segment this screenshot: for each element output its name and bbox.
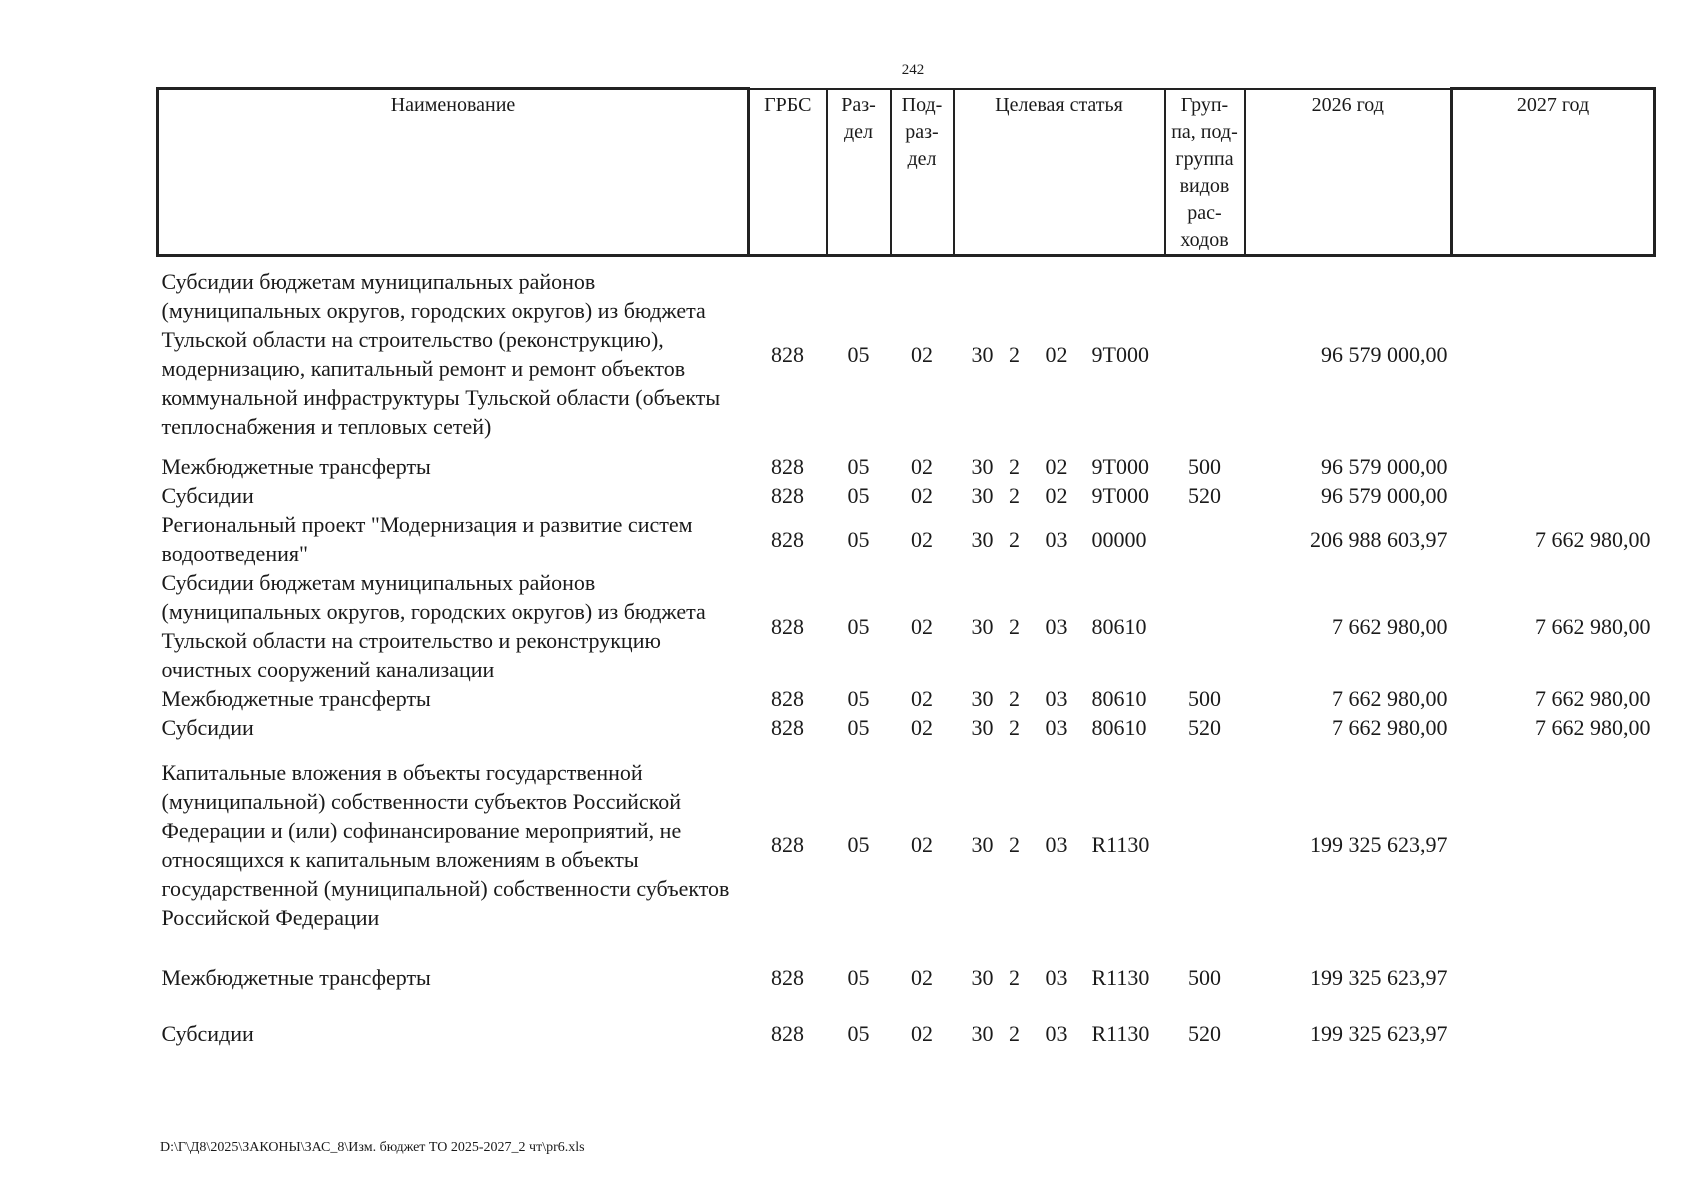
target-article-subprogram: 03 [1045, 613, 1068, 639]
target-article-subprogram: 03 [1045, 686, 1068, 711]
row-name: Субсидии бюджетам муниципальных районов (муниципальных округов, городских округов) из бюджета Тульской области на строительство (реконструкцию), модернизацию, капитальный ремонт и ремонт объектов коммунальной инфраструктуры Тульской области (объекты теплоснабжения и тепловых сетей) [161, 269, 721, 440]
target-article-code: 80610 [1091, 686, 1147, 711]
row-amount-2026: 7 662 980,00 [1332, 613, 1448, 639]
header-year-2026: 2026 год [1245, 89, 1452, 256]
row-name: Капитальные вложения в объекты государственной (муниципальной) собственности субъектов Российской Федерации и (или) софинансирование мероприятий, не относящихся к капитальным вложениям в объекты государственной (муниципальной) собственности субъектов Российской Федерации [161, 759, 730, 930]
target-article-code: R1130 [1091, 832, 1150, 857]
header-expense-group: Груп- па, под- группа видов рас- ходов [1165, 89, 1245, 256]
table-row [158, 684, 1655, 713]
table-header-row [158, 89, 1655, 256]
row-amount-2027: 7 662 980,00 [1535, 686, 1651, 711]
row-razdel: 05 [847, 483, 870, 508]
target-article-program: 30 [971, 715, 994, 740]
table-row [158, 452, 1655, 481]
target-article-program: 30 [971, 341, 994, 367]
row-target-article [954, 255, 1165, 452]
row-name: Субсидии [161, 483, 254, 508]
table-row [158, 713, 1655, 742]
row-target-article [954, 947, 1165, 1007]
row-amount-2027: 7 662 980,00 [1535, 526, 1651, 552]
row-grbs: 828 [771, 715, 804, 740]
row-podrazdel: 02 [911, 341, 933, 367]
header-podrazdel: Под- раз- дел [891, 89, 954, 256]
row-podrazdel: 02 [911, 832, 933, 857]
target-article-subprogram: 02 [1045, 341, 1068, 367]
target-article-program: 30 [971, 454, 994, 479]
row-amount-2026: 199 325 623,97 [1310, 1020, 1448, 1046]
row-razdel: 05 [847, 715, 870, 740]
row-expense-group [1165, 510, 1245, 568]
header-year-2027: 2027 год [1452, 89, 1655, 256]
budget-table [156, 87, 1656, 1059]
row-amount-2027 [1452, 1007, 1655, 1059]
row-expense-group [1165, 255, 1245, 452]
table-row [158, 568, 1655, 684]
table-row [158, 510, 1655, 568]
row-name: Межбюджетные трансферты [161, 964, 431, 990]
row-razdel: 05 [847, 686, 870, 711]
target-article-code: 00000 [1091, 526, 1147, 552]
header-grbs: ГРБС [749, 89, 827, 256]
row-expense-group: 520 [1188, 483, 1221, 508]
footer-file-path: D:\Г\Д8\2025\ЗАКОНЫ\ЗАС_8\Изм. бюджет ТО 2025-2027_2 чт\pr6.xls [160, 1140, 585, 1155]
target-article-subprogram: 03 [1045, 832, 1068, 857]
row-target-article [954, 1007, 1165, 1059]
row-name: Субсидии [161, 1020, 254, 1046]
row-razdel: 05 [847, 454, 870, 479]
target-article-code: 9Т000 [1091, 483, 1149, 508]
row-razdel: 05 [847, 1020, 870, 1046]
target-article-code: R1130 [1091, 1020, 1150, 1046]
row-amount-2027 [1452, 481, 1655, 510]
target-article-code: 80610 [1091, 613, 1147, 639]
row-expense-group: 500 [1188, 454, 1221, 479]
target-article-program: 30 [971, 483, 994, 508]
target-article-subprogram: 03 [1045, 526, 1068, 552]
target-article-subprogram: 03 [1045, 964, 1068, 990]
row-razdel: 05 [847, 613, 870, 639]
target-article-type: 2 [1009, 964, 1020, 990]
row-grbs: 828 [771, 686, 804, 711]
row-amount-2027 [1452, 255, 1655, 452]
row-name: Субсидии [161, 715, 254, 740]
row-amount-2027 [1452, 452, 1655, 481]
row-podrazdel: 02 [911, 964, 933, 990]
row-amount-2027 [1452, 742, 1655, 947]
row-grbs: 828 [771, 964, 804, 990]
row-razdel: 05 [847, 964, 870, 990]
target-article-subprogram: 02 [1045, 483, 1068, 508]
target-article-code: 9Т000 [1091, 341, 1149, 367]
row-expense-group: 520 [1188, 1020, 1221, 1046]
row-name: Субсидии бюджетам муниципальных районов (муниципальных округов, городских округов) из бюджета Тульской области на строительство и реконструкцию очистных сооружений канализации [161, 570, 706, 682]
target-article-program: 30 [971, 832, 994, 857]
row-name: Региональный проект "Модернизация и развитие систем водоотведения" [161, 512, 693, 566]
row-grbs: 828 [771, 341, 804, 367]
row-expense-group: 500 [1188, 964, 1221, 990]
header-target-article: Целевая статья [954, 89, 1165, 256]
row-razdel: 05 [847, 832, 870, 857]
target-article-type: 2 [1009, 526, 1020, 552]
target-article-code: 9Т000 [1091, 454, 1149, 479]
row-expense-group [1165, 568, 1245, 684]
row-podrazdel: 02 [911, 526, 933, 552]
row-amount-2026: 199 325 623,97 [1310, 964, 1448, 990]
row-name: Межбюджетные трансферты [161, 454, 431, 479]
row-amount-2026: 206 988 603,97 [1310, 526, 1448, 552]
row-podrazdel: 02 [911, 483, 933, 508]
target-article-type: 2 [1009, 715, 1020, 740]
table-body [158, 255, 1655, 1059]
table-row [158, 742, 1655, 947]
row-amount-2027: 7 662 980,00 [1535, 715, 1651, 740]
row-grbs: 828 [771, 483, 804, 508]
header-razdel: Раз- дел [827, 89, 891, 256]
row-target-article [954, 684, 1165, 713]
row-amount-2027 [1452, 947, 1655, 1007]
row-grbs: 828 [771, 832, 804, 857]
target-article-type: 2 [1009, 483, 1020, 508]
target-article-program: 30 [971, 686, 994, 711]
target-article-code: R1130 [1091, 964, 1150, 990]
row-target-article [954, 481, 1165, 510]
row-grbs: 828 [771, 526, 804, 552]
row-amount-2026: 96 579 000,00 [1321, 341, 1448, 367]
row-expense-group [1165, 742, 1245, 947]
target-article-program: 30 [971, 1020, 994, 1046]
target-article-program: 30 [971, 964, 994, 990]
row-target-article [954, 452, 1165, 481]
row-target-article [954, 713, 1165, 742]
row-amount-2026: 7 662 980,00 [1332, 715, 1448, 740]
row-podrazdel: 02 [911, 613, 933, 639]
table-row [158, 947, 1655, 1007]
row-razdel: 05 [847, 526, 870, 552]
target-article-type: 2 [1009, 686, 1020, 711]
row-amount-2026: 7 662 980,00 [1332, 686, 1448, 711]
row-grbs: 828 [771, 454, 804, 479]
row-razdel: 05 [847, 341, 870, 367]
table-row [158, 481, 1655, 510]
row-amount-2026: 199 325 623,97 [1310, 832, 1448, 857]
target-article-type: 2 [1009, 1020, 1020, 1046]
row-amount-2027: 7 662 980,00 [1535, 613, 1651, 639]
table-row [158, 255, 1655, 452]
row-name: Межбюджетные трансферты [161, 686, 431, 711]
row-podrazdel: 02 [911, 1020, 933, 1046]
header-name: Наименование [158, 89, 749, 256]
target-article-type: 2 [1009, 454, 1020, 479]
target-article-type: 2 [1009, 832, 1020, 857]
row-target-article [954, 742, 1165, 947]
row-expense-group: 500 [1188, 686, 1221, 711]
row-target-article [954, 510, 1165, 568]
target-article-program: 30 [971, 526, 994, 552]
row-podrazdel: 02 [911, 686, 933, 711]
row-podrazdel: 02 [911, 715, 933, 740]
target-article-code: 80610 [1091, 715, 1147, 740]
page-number: 242 [901, 62, 925, 78]
target-article-type: 2 [1009, 341, 1020, 367]
row-amount-2026: 96 579 000,00 [1321, 483, 1448, 508]
row-grbs: 828 [771, 1020, 804, 1046]
target-article-subprogram: 03 [1045, 715, 1068, 740]
row-target-article [954, 568, 1165, 684]
target-article-subprogram: 03 [1045, 1020, 1068, 1046]
target-article-program: 30 [971, 613, 994, 639]
target-article-type: 2 [1009, 613, 1020, 639]
row-grbs: 828 [771, 613, 804, 639]
row-expense-group: 520 [1188, 715, 1221, 740]
table-row [158, 1007, 1655, 1059]
row-podrazdel: 02 [911, 454, 933, 479]
row-amount-2026: 96 579 000,00 [1321, 454, 1448, 479]
target-article-subprogram: 02 [1045, 454, 1068, 479]
